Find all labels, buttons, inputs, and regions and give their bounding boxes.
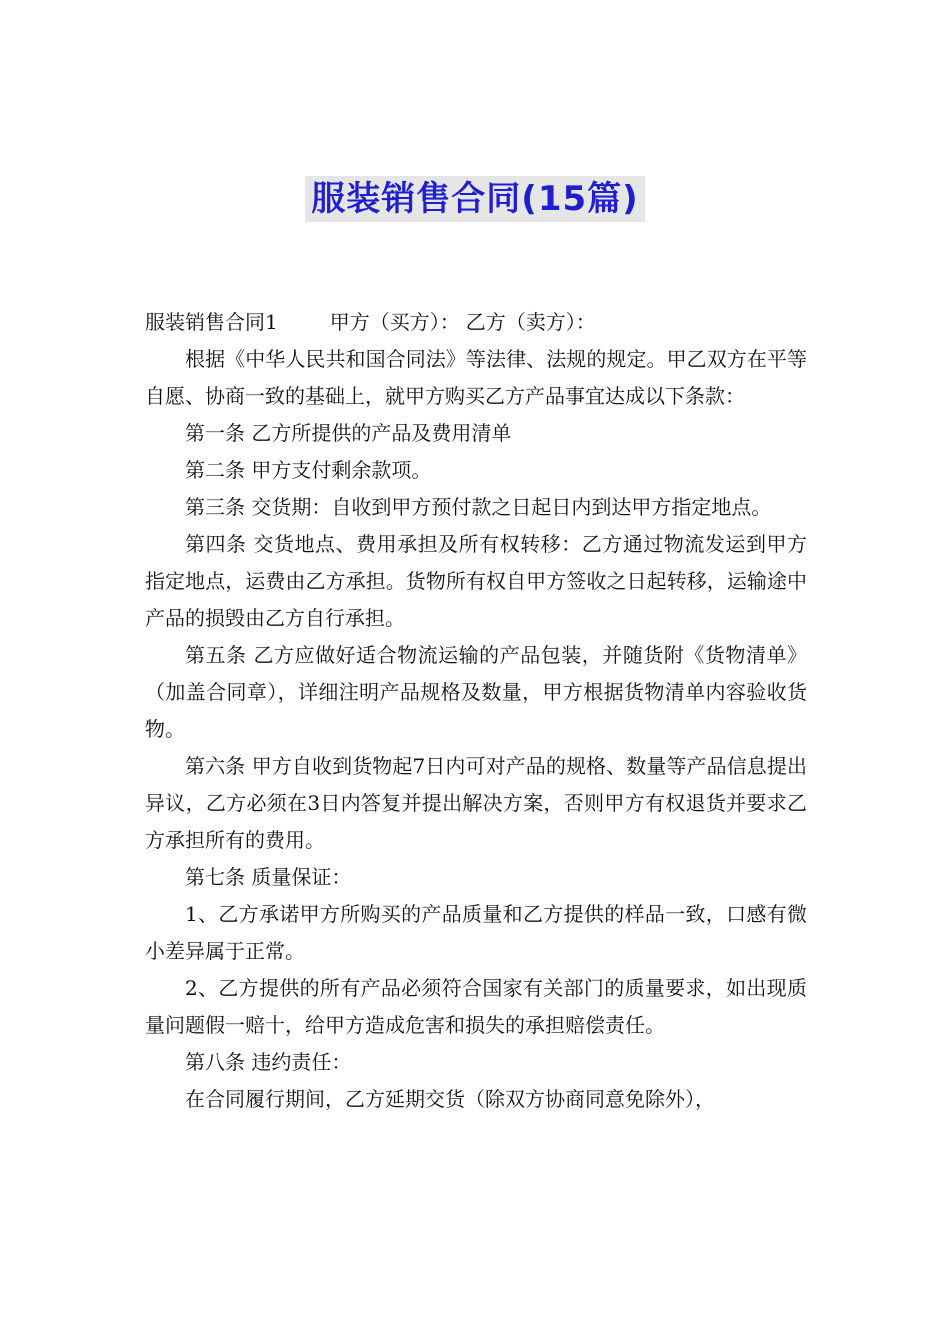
party-a-label: 甲方（买方）：: [329, 310, 460, 334]
paragraph-article-5: 第五条 乙方应做好适合物流运输的产品包装，并随货附《货物清单》（加盖合同章），详细注明产品规格及数量，甲方根据货物清单内容验收货物。: [145, 643, 807, 741]
paragraph-article-7-item-2: 2、乙方提供的所有产品必须符合国家有关部门的质量要求，如出现质量问题假一赔十，给甲方造成危害和损失的承担赔偿责任。: [145, 976, 807, 1037]
title-container: [0, 176, 950, 222]
paragraph-article-4: 第四条 交货地点、费用承担及所有权转移：乙方通过物流发运到甲方指定地点，运费由乙方承担。货物所有权自甲方签收之日起转移，运输途中产品的损毁由乙方自行承担。: [145, 532, 807, 630]
paragraph-article-6: 第六条 甲方自收到货物起7日内可对产品的规格、数量等产品信息提出异议，乙方必须在3日内答复并提出解决方案，否则甲方有权退货并要求乙方承担所有的费用。: [145, 754, 807, 852]
paragraph-article-3: 第三条 交货期：自收到甲方预付款之日起日内到达甲方指定地点。: [185, 495, 772, 519]
paragraph-article-8-text: 在合同履行期间，乙方延期交货（除双方协商同意免除外），: [185, 1087, 715, 1111]
document-body: [145, 304, 807, 1118]
contract-heading: 服装销售合同1: [145, 310, 278, 334]
party-b-label: 乙方（卖方）：: [465, 310, 596, 334]
paragraph-article-2: 第二条 甲方支付剩余款项。: [185, 458, 432, 482]
intro-line: [145, 304, 807, 341]
paragraph-article-7-item-1: 1、乙方承诺甲方所购买的产品质量和乙方提供的样品一致，口感有微小差异属于正常。: [145, 902, 807, 963]
paragraph-article-7: 第七条 质量保证：: [185, 865, 352, 889]
document-title: 服装销售合同(15篇): [305, 176, 644, 222]
paragraph-preamble: 根据《中华人民共和国合同法》等法律、法规的规定。甲乙双方在平等自愿、协商一致的基础上，就甲方购买乙方产品事宜达成以下条款：: [145, 347, 807, 408]
paragraph-article-8: 第八条 违约责任：: [185, 1050, 352, 1074]
paragraph-article-1: 第一条 乙方所提供的产品及费用清单: [185, 421, 512, 445]
